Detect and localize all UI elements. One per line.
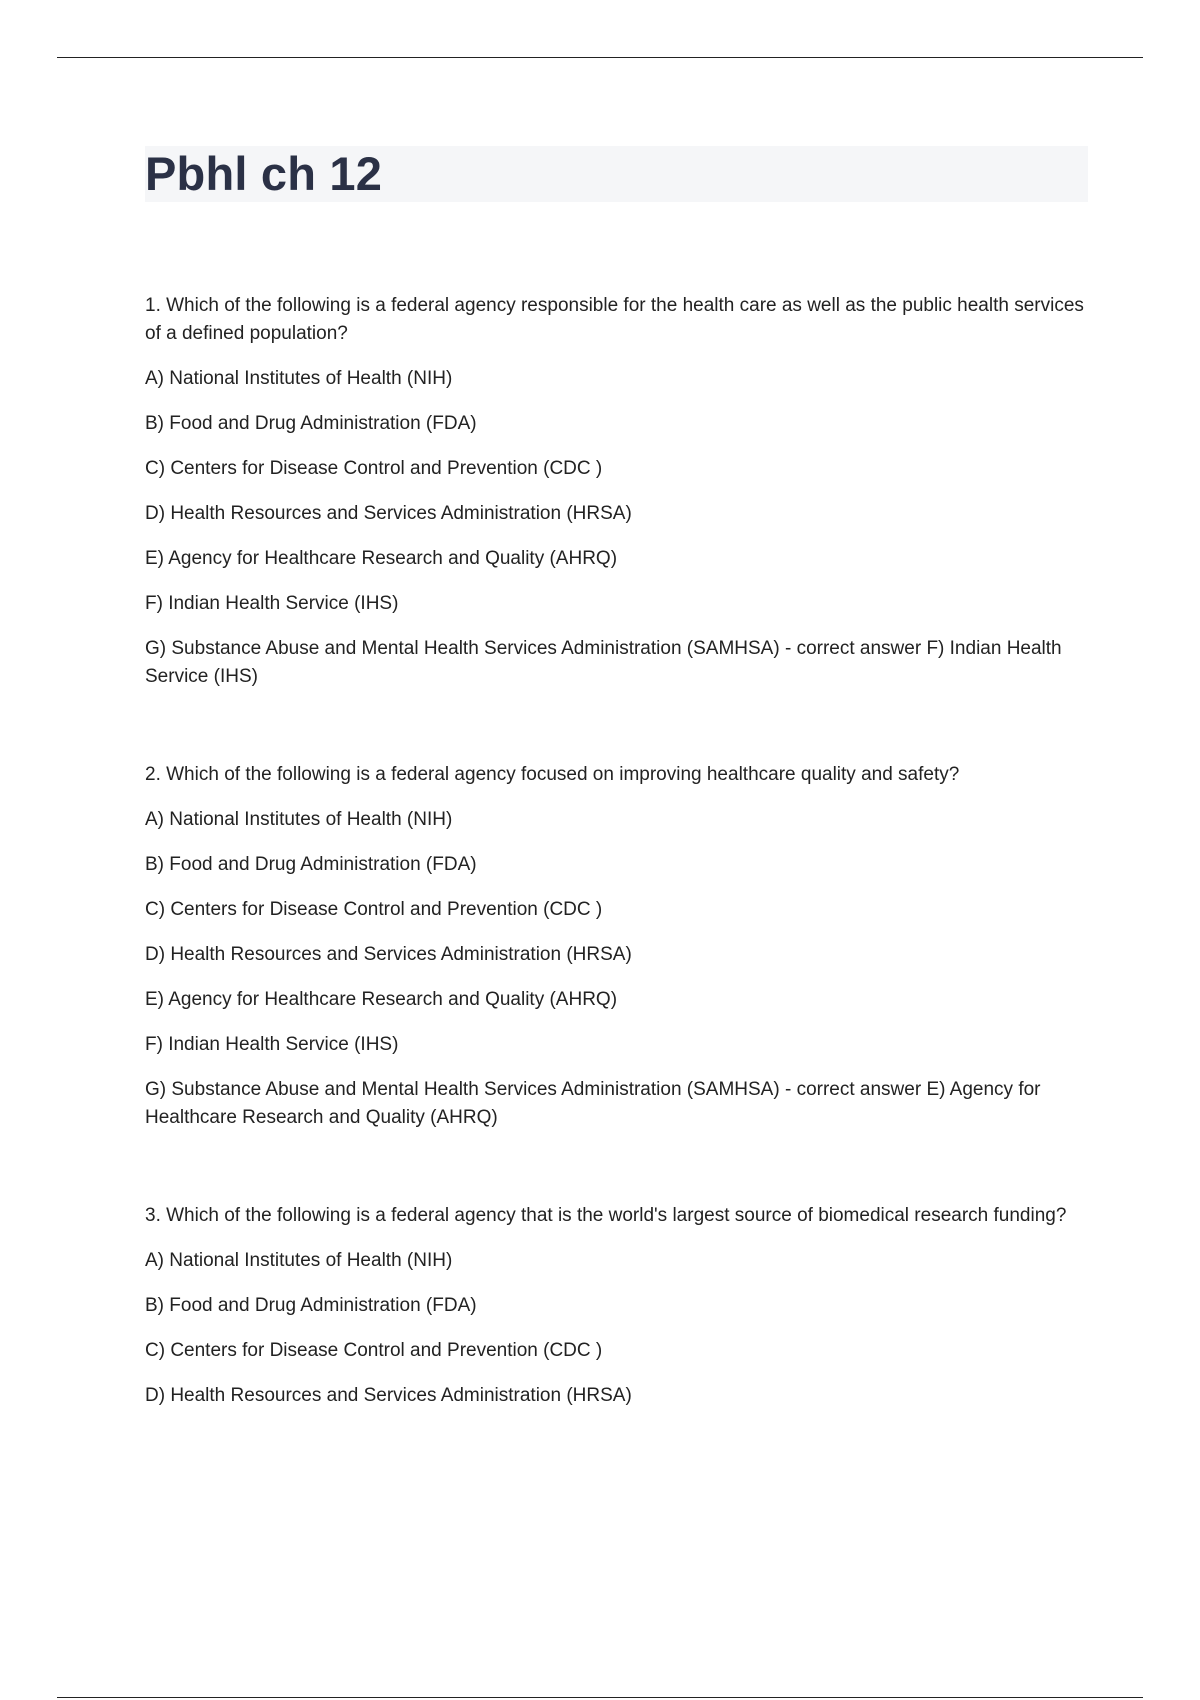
option-g-with-answer: G) Substance Abuse and Mental Health Services Administration (SAMHSA) - correct answer E) Agency for Healthcare Research and Quality (AHRQ) [145,1079,1041,1128]
question-3 [145,1202,1095,1410]
question-1 [145,292,1095,691]
option-c: C) Centers for Disease Control and Prevention (CDC ) [145,1340,603,1361]
option-e: E) Agency for Healthcare Research and Quality (AHRQ) [145,989,618,1010]
option-e: E) Agency for Healthcare Research and Quality (AHRQ) [145,548,618,569]
option-b: B) Food and Drug Administration (FDA) [145,854,477,875]
top-rule [57,57,1143,58]
option-b: B) Food and Drug Administration (FDA) [145,413,477,434]
question-text: 2. Which of the following is a federal agency focused on improving healthcare quality and safety? [145,764,960,785]
question-2 [145,761,1095,1132]
option-b: B) Food and Drug Administration (FDA) [145,1295,477,1316]
option-a: A) National Institutes of Health (NIH) [145,1250,453,1271]
option-f: F) Indian Health Service (IHS) [145,1034,399,1055]
bottom-rule [57,1697,1143,1698]
question-text: 1. Which of the following is a federal agency responsible for the health care as well as the public health services of a defined population? [145,295,1084,344]
page-title: Pbhl ch 12 [145,147,383,200]
option-d: D) Health Resources and Services Administration (HRSA) [145,1385,632,1406]
title-banner [145,146,1088,202]
option-a: A) National Institutes of Health (NIH) [145,809,453,830]
option-f: F) Indian Health Service (IHS) [145,593,399,614]
question-text: 3. Which of the following is a federal agency that is the world's largest source of biomedical research funding? [145,1205,1067,1226]
option-d: D) Health Resources and Services Administration (HRSA) [145,503,632,524]
option-g-with-answer: G) Substance Abuse and Mental Health Services Administration (SAMHSA) - correct answer F) Indian Health Service (IHS) [145,638,1062,687]
option-d: D) Health Resources and Services Administration (HRSA) [145,944,632,965]
option-a: A) National Institutes of Health (NIH) [145,368,453,389]
option-c: C) Centers for Disease Control and Prevention (CDC ) [145,458,603,479]
option-c: C) Centers for Disease Control and Prevention (CDC ) [145,899,603,920]
question-list [145,292,1095,1480]
